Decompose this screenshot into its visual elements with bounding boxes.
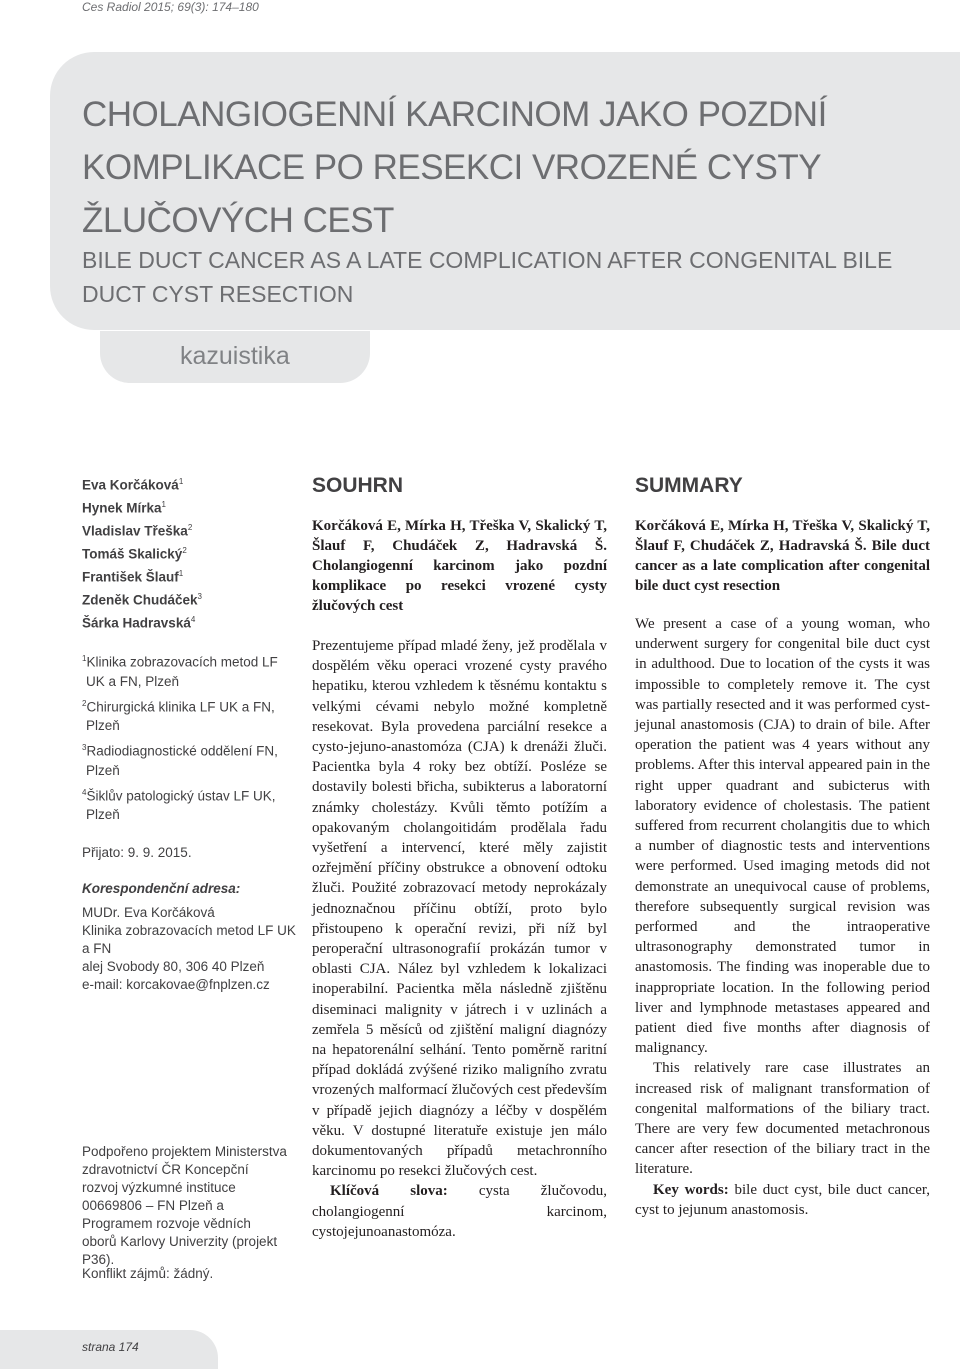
received-date: Přijato: 9. 9. 2015. <box>82 845 192 860</box>
affiliation-list <box>82 649 297 824</box>
correspondence-address <box>82 904 297 994</box>
summary-column <box>635 472 930 1220</box>
summary-citation: Korčáková E, Mírka H, Třeška V, Skalický T, Šlauf F, Chudáček Z, Hadravská Š. Bile duct cancer as a late complication after congenital bile duct cyst resection <box>635 518 930 594</box>
summary-heading: SUMMARY <box>635 474 743 497</box>
keywords-text: bile duct cyst, bile duct cancer, cyst to jejunum anastomosis. <box>635 1181 931 1218</box>
souhrn-column <box>312 472 607 1242</box>
keywords-label: Klíčová slova: <box>330 1183 448 1200</box>
correspondence-heading: Korespondenční adresa: <box>82 881 241 896</box>
author-info-column <box>82 472 297 994</box>
title-czech: CHOLANGIOGENNÍ KARCINOM JAKO POZDNÍ KOMPLIKACE PO RESEKCI VROZENÉ CYSTY ŽLUČOVÝCH CEST <box>82 95 827 240</box>
souhrn-body: Prezentujeme případ mladé ženy, jež prodělala v dospělém věku operaci vrozené cysty pravého hepatiku, kterou vzhledem k těsnému kontaktu s velkými cévami nebylo možné kompletně resekovat. Byla provedena parciální resekce a cysto-jejuno-anastomóza (CJA) k drenáži žluči. Pacientka byla 4 roky bez obtíží. Posléze se dostavily bolesti břicha, subikterus a laboratorní známky cholestázy. Kvůli těmto potížím a opakovaným cholangoitidám prodělala řadu vyšetření a intervencí, které měly zajistit ozřejmění příčiny obstrukce a obnovení odtoku žluči. Použité zobrazovací metody neprokázaly jednoznačnou příčinu obtíží, proto bylo přistoupeno k operační revizi, při níž byl peroperační ultrasonografií prokázán tumor v oblasti CJA. Nález byl vzhledem k lokalizaci inoperabilní. Pacientka měla následně zjištěnu diseminaci malignity v játrech i v uzlinách a zemřela 5 měsíců od zjištění maligní diagnózy na hepatorenální selhání. Tento poměrně raritní případ dokládá zvýšené riziko maligního zvratu vrozených malformací žlučových cest především v případě jejich diagnózy a léčby v dospělém věku. V dostupné literatuře existuje jen málo dokumentovaných případů metachronního karcinomu po resekci žlučových cest. <box>312 638 607 1180</box>
author: Vladislav Třeška$^2$ <box>82 523 193 539</box>
keywords-label: Key words: <box>653 1181 729 1198</box>
correspondence-line: Klinika zobrazovacích metod LF UK a FN <box>82 923 296 956</box>
title-english: BILE DUCT CANCER AS A LATE COMPLICATION AFTER CONGENITAL BILE DUCT CYST RESECTION <box>82 247 893 307</box>
funding-note: Podpořeno projektem Ministerstva zdravotnictví ČR Koncepční rozvoj výzkumné instituce 00669806 – FN Plzeň a Programem rozvoje vědních oborů Karlovy Univerzity (projekt P36). <box>82 1144 287 1267</box>
souhrn-heading: SOUHRN <box>312 474 404 497</box>
correspondence-email[interactable]: e-mail: korcakovae@fnplzen.cz <box>82 977 270 992</box>
author: Tomáš Skalický$^2$ <box>82 546 187 562</box>
keywords-text: cysta žlučovodu, cholangiogenní karcinom, cystojejunoanastomóza. <box>312 1183 607 1240</box>
souhrn-keywords <box>312 1181 607 1242</box>
author-list <box>82 472 297 633</box>
affiliation: $^3$Radiodiagnostické oddělení FN, Plzeň <box>82 743 278 778</box>
author: Šárka Hadravská$^4$ <box>82 615 196 631</box>
author: Zdeněk Chudáček$^3$ <box>82 592 202 608</box>
summary-keywords <box>635 1180 930 1220</box>
conflict-of-interest: Konflikt zájmů: žádný. <box>82 1266 214 1281</box>
author: Eva Korčáková$^1$ <box>82 477 184 493</box>
journal-reference: Ces Radiol 2015; 69(3): 174–180 <box>82 0 259 14</box>
summary-body: We present a case of a young woman, who underwent surgery for congenital bile duct cyst in adulthood. Due to location of the cysts it was impossible to completely remove it. The cyst was partially resected and it was performed cyst-jejunal anastomosis (CJA) to drain of bile. After operation the patient was 4 years without any problems. After this interval appeared pain in the right upper quadrant and subicterus with laboratory evidence of cholestasis. The patient suffered from recurrent cholangitis due to which a number of diagnostic tests and interventions were performed. Used imaging metods did not demonstrate an unequivocal cause of problems, therefore subsequently surgical revision was performed and the intraoperative ultrasonography demonstrated tumor in anastomosis. The finding was inoperable due to inappropriate location. In the following period liver and lymphnode metastases appeared and patient died five months after diagnosis of malignancy. <box>635 616 930 1057</box>
author: Hynek Mírka$^1$ <box>82 500 166 516</box>
page-number: strana 174 <box>82 1340 139 1354</box>
article-type-tab <box>100 331 370 383</box>
correspondence-line: alej Svobody 80, 306 40 Plzeň <box>82 959 265 974</box>
summary-body-paragraph-2: This relatively rare case illustrates an increased risk of malignant transformation of congenital malformations of the biliary tract. There are very few documented metachronous cancer after resection of the biliary tract in the literature. <box>635 1060 930 1178</box>
author: František Šlauf$^1$ <box>82 569 184 585</box>
article-type-label: kazuistika <box>180 342 290 370</box>
correspondence-line: MUDr. Eva Korčáková <box>82 905 215 920</box>
affiliation: $^1$Klinika zobrazovacích metod LF UK a FN, Plzeň <box>82 654 278 689</box>
souhrn-citation: Korčáková E, Mírka H, Třeška V, Skalický T, Šlauf F, Chudáček Z, Hadravská Š. Cholangiogenní karcinom jako pozdní komplikace po resekci vrozené cysty žlučových cest <box>312 518 607 614</box>
affiliation: $^2$Chirurgická klinika LF UK a FN, Plzeň <box>82 698 275 733</box>
affiliation: $^4$Šiklův patologický ústav LF UK, Plzeň <box>82 787 276 822</box>
